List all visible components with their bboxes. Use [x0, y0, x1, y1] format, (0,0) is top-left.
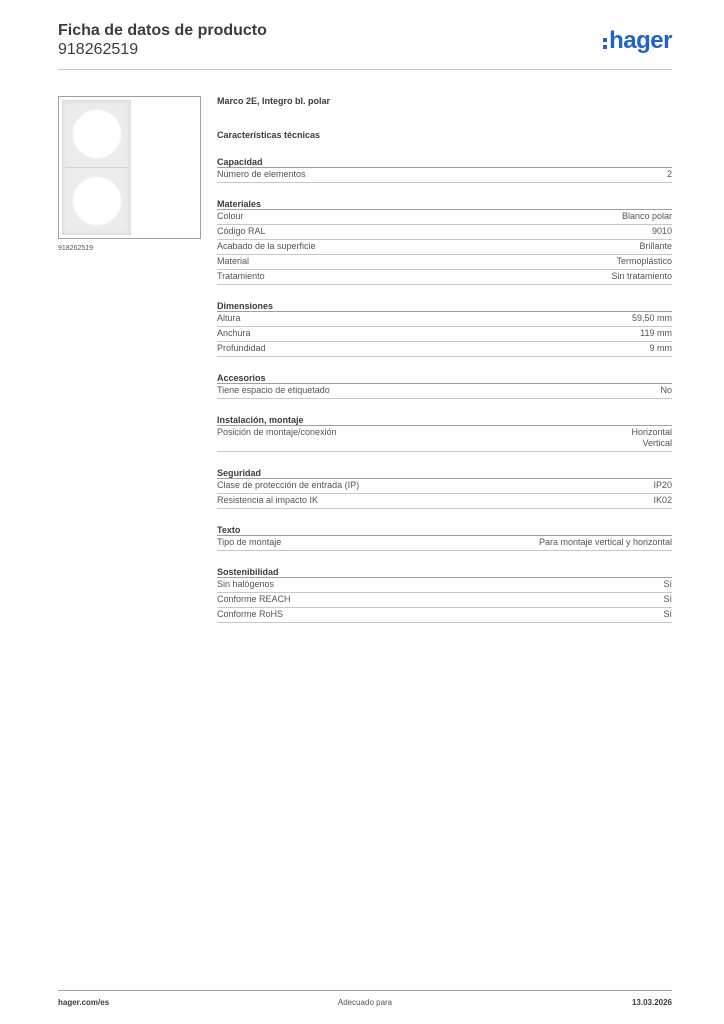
section-title: Materiales	[217, 198, 672, 210]
footer-date: 13.03.2026	[631, 998, 672, 1007]
logo-dots-icon	[603, 38, 607, 49]
hager-logo	[603, 28, 672, 54]
spec-row	[217, 255, 672, 270]
spec-value-line: Vertical	[642, 438, 672, 448]
spec-sections	[217, 156, 672, 623]
frame-opening-top	[72, 109, 122, 159]
spec-value-line: Sí	[663, 609, 672, 619]
spec-value-line: Sí	[663, 579, 672, 589]
spec-value	[622, 211, 672, 222]
spec-value	[663, 594, 672, 605]
section-title: Sostenibilidad	[217, 566, 672, 578]
product-name: Marco 2E, Integro bl. polar	[217, 96, 331, 106]
page-footer	[58, 990, 672, 1010]
spec-row	[217, 593, 672, 608]
spec-row	[217, 536, 672, 551]
product-image	[58, 96, 201, 239]
spec-value-line: Brillante	[639, 241, 672, 251]
logo-text: hager	[609, 27, 672, 54]
spec-label: Conforme RoHS	[217, 609, 284, 619]
spec-value	[640, 328, 672, 339]
spec-row	[217, 426, 672, 452]
spec-value	[539, 537, 672, 548]
spec-value-line: Termoplástico	[616, 256, 672, 266]
spec-row	[217, 312, 672, 327]
section-title: Instalación, montaje	[217, 414, 672, 426]
spec-row	[217, 240, 672, 255]
spec-label: Anchura	[217, 328, 251, 338]
spec-value	[611, 271, 672, 282]
spec-section	[217, 372, 672, 399]
spec-value-line: IP20	[653, 480, 672, 490]
section-title: Texto	[217, 524, 672, 536]
section-title: Capacidad	[217, 156, 672, 168]
spec-label: Sin halógenos	[217, 579, 275, 589]
spec-label: Resistencia al impacto IK	[217, 495, 319, 505]
spec-row	[217, 327, 672, 342]
spec-section	[217, 414, 672, 452]
spec-row	[217, 210, 672, 225]
spec-section	[217, 524, 672, 551]
spec-row	[217, 578, 672, 593]
spec-value	[616, 256, 672, 267]
spec-value	[652, 226, 672, 237]
spec-value	[663, 579, 672, 590]
frame-divider	[65, 167, 128, 168]
characteristics-heading: Características técnicas	[217, 130, 321, 140]
spec-row	[217, 608, 672, 623]
frame-plate-illustration	[62, 100, 131, 235]
spec-value-line: 9 mm	[649, 343, 672, 353]
spec-value	[653, 480, 672, 491]
spec-value	[667, 169, 672, 180]
spec-value-line: IK02	[653, 495, 672, 505]
spec-label: Acabado de la superficie	[217, 241, 316, 251]
page-title: Ficha de datos de producto	[58, 22, 267, 39]
spec-value	[653, 495, 672, 506]
spec-value-line: Sí	[663, 594, 672, 604]
spec-value-line: 9010	[651, 226, 672, 236]
spec-row	[217, 384, 672, 399]
spec-value	[639, 241, 672, 252]
spec-section	[217, 198, 672, 285]
frame-opening-bottom	[72, 176, 122, 226]
spec-value	[631, 427, 672, 449]
spec-row	[217, 270, 672, 285]
spec-row	[217, 479, 672, 494]
spec-value	[663, 609, 672, 620]
spec-label: Número de elementos	[217, 169, 306, 179]
spec-row	[217, 168, 672, 183]
spec-label: Código RAL	[217, 226, 266, 236]
spec-value	[632, 313, 672, 324]
spec-label: Material	[217, 256, 250, 266]
spec-label: Tipo de montaje	[217, 537, 282, 547]
page-header	[58, 22, 672, 70]
spec-value-line: Sin tratamiento	[611, 271, 672, 281]
spec-value	[660, 385, 672, 396]
spec-content	[217, 96, 672, 623]
spec-label: Clase de protección de entrada (IP)	[217, 480, 360, 490]
spec-value-line: No	[660, 385, 672, 395]
footer-center-text: Adecuado para	[337, 998, 393, 1007]
spec-value-line: 59,50 mm	[631, 313, 672, 323]
spec-label: Posición de montaje/conexión	[217, 427, 337, 437]
spec-row	[217, 342, 672, 357]
spec-value-line: 2	[666, 169, 672, 179]
product-number: 918262519	[58, 41, 139, 58]
section-title: Seguridad	[217, 467, 672, 479]
spec-section	[217, 566, 672, 623]
spec-value-line: Para montaje vertical y horizontal	[538, 537, 672, 547]
spec-section	[217, 467, 672, 509]
image-caption: 918262519	[58, 245, 94, 252]
spec-value-line: Blanco polar	[621, 211, 672, 221]
spec-label: Colour	[217, 211, 244, 221]
spec-row	[217, 494, 672, 509]
spec-value-line: 119 mm	[640, 328, 672, 338]
section-title: Dimensiones	[217, 300, 672, 312]
spec-value-line: Horizontal	[631, 427, 672, 437]
spec-label: Tiene espacio de etiquetado	[217, 385, 330, 395]
spec-value	[650, 343, 673, 354]
section-title: Accesorios	[217, 372, 672, 384]
spec-label: Altura	[217, 313, 241, 323]
spec-section	[217, 156, 672, 183]
footer-website[interactable]: hager.com/es	[58, 998, 110, 1007]
spec-label: Tratamiento	[217, 271, 265, 281]
spec-label: Conforme REACH	[217, 594, 291, 604]
spec-section	[217, 300, 672, 357]
spec-row	[217, 225, 672, 240]
spec-label: Profundidad	[217, 343, 266, 353]
